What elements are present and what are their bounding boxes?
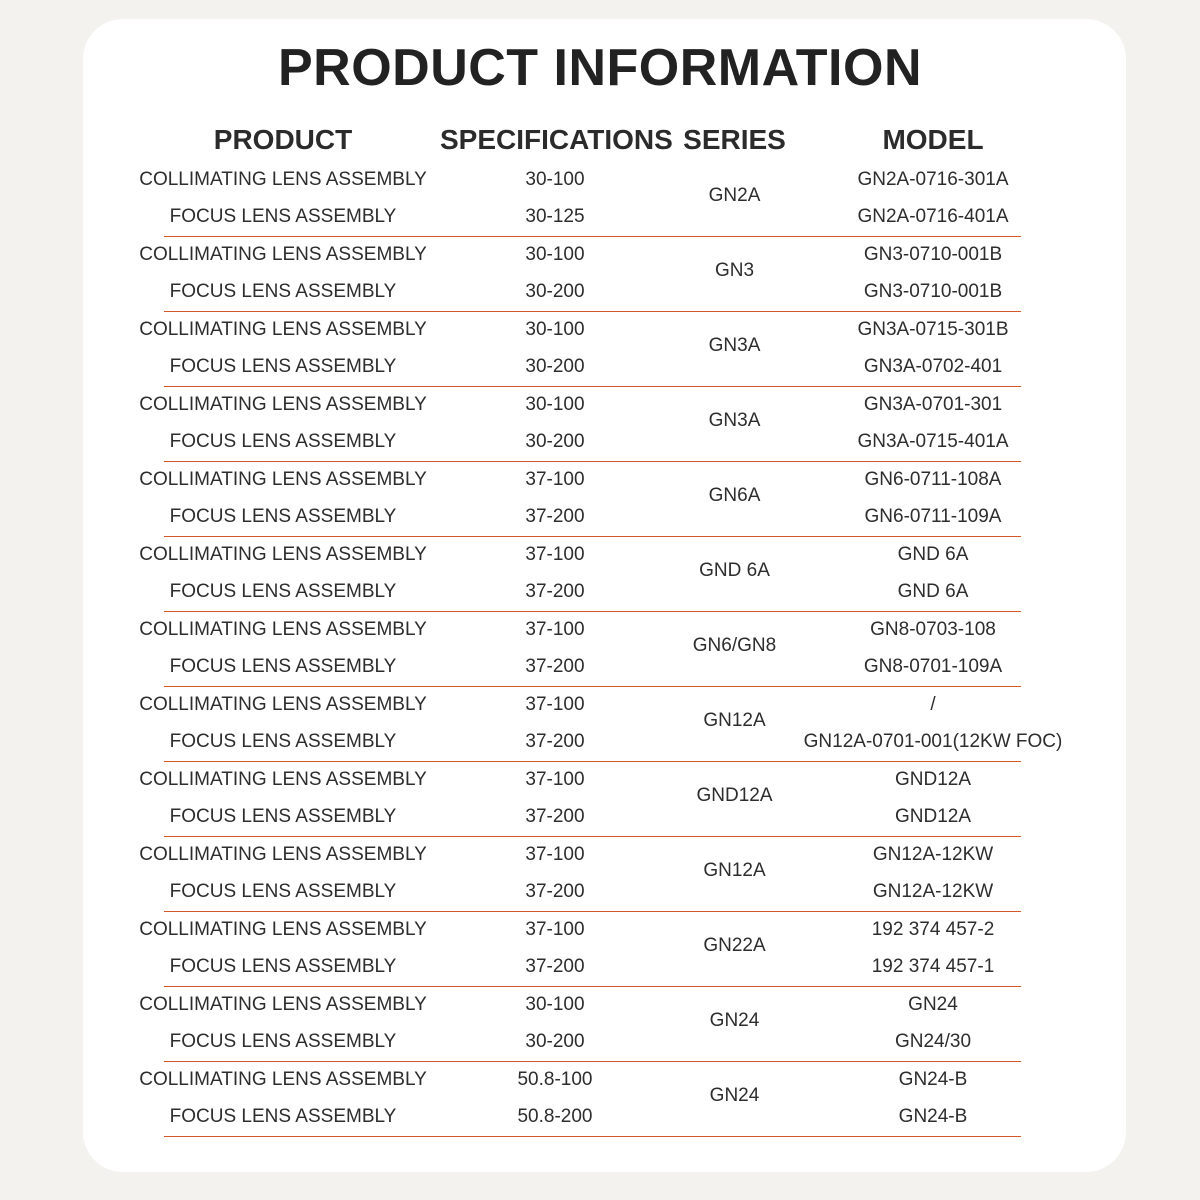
series-group	[0, 762, 1200, 837]
spec-cell: 37-100	[525, 844, 585, 865]
series-cell: GN3A	[708, 410, 761, 431]
model-cell: GN8-0703-108	[870, 619, 996, 640]
product-cell: FOCUS LENS ASSEMBLY	[169, 956, 397, 977]
spec-cell: 37-100	[525, 694, 585, 715]
series-cell: GN2A	[708, 185, 761, 206]
model-cell: 192 374 457-1	[871, 956, 995, 977]
series-cell: GN6/GN8	[692, 635, 777, 656]
product-cell: COLLIMATING LENS ASSEMBLY	[139, 1069, 427, 1090]
spec-cell: 37-100	[525, 619, 585, 640]
series-cell: GND12A	[696, 785, 773, 806]
page-title: PRODUCT INFORMATION	[277, 39, 923, 97]
model-cell: GN3A-0715-301B	[857, 319, 1009, 340]
model-cell: GN12A-0701-001(12KW FOC)	[803, 731, 1063, 752]
series-group	[0, 312, 1200, 387]
model-cell: GN2A-0716-401A	[857, 206, 1009, 227]
product-cell: FOCUS LENS ASSEMBLY	[169, 281, 397, 302]
model-cell: GND 6A	[897, 581, 969, 602]
model-cell: GN8-0701-109A	[863, 656, 1003, 677]
spec-cell: 37-200	[525, 506, 585, 527]
spec-cell: 37-200	[525, 581, 585, 602]
product-cell: COLLIMATING LENS ASSEMBLY	[139, 394, 427, 415]
spec-cell: 30-100	[525, 169, 585, 190]
model-cell: GN6-0711-109A	[864, 506, 1002, 527]
spec-cell: 30-125	[525, 206, 585, 227]
spec-cell: 30-100	[525, 994, 585, 1015]
product-cell: COLLIMATING LENS ASSEMBLY	[139, 994, 427, 1015]
spec-cell: 37-200	[525, 731, 585, 752]
series-cell: GN3	[714, 260, 755, 281]
series-group	[0, 837, 1200, 912]
spec-cell: 30-200	[525, 281, 585, 302]
product-cell: FOCUS LENS ASSEMBLY	[169, 506, 397, 527]
product-cell: COLLIMATING LENS ASSEMBLY	[139, 544, 427, 565]
spec-cell: 37-100	[525, 544, 585, 565]
series-group	[0, 162, 1200, 237]
series-cell: GN12A	[703, 710, 766, 731]
spec-cell: 37-100	[525, 919, 585, 940]
table-header	[0, 120, 1200, 160]
product-cell: COLLIMATING LENS ASSEMBLY	[139, 169, 427, 190]
model-cell: GN24/30	[894, 1031, 972, 1052]
model-cell: GN12A-12KW	[872, 844, 994, 865]
spec-cell: 30-200	[525, 1031, 585, 1052]
spec-cell: 37-100	[525, 769, 585, 790]
model-cell: GN3-0710-001B	[863, 281, 1003, 302]
product-cell: COLLIMATING LENS ASSEMBLY	[139, 694, 427, 715]
spec-cell: 30-200	[525, 431, 585, 452]
product-cell: FOCUS LENS ASSEMBLY	[169, 1106, 397, 1127]
series-cell: GN6A	[708, 485, 761, 506]
series-cell: GN12A	[703, 860, 766, 881]
header-model: MODEL	[882, 124, 984, 155]
spec-cell: 37-200	[525, 806, 585, 827]
series-group	[0, 462, 1200, 537]
model-cell: GN24-B	[898, 1106, 968, 1127]
model-cell: GN3A-0701-301	[863, 394, 1003, 415]
product-cell: FOCUS LENS ASSEMBLY	[169, 731, 397, 752]
model-cell: GND12A	[894, 806, 972, 827]
model-cell: /	[930, 694, 936, 715]
model-cell: 192 374 457-2	[871, 919, 995, 940]
series-cell: GN3A	[708, 335, 761, 356]
model-cell: GN24-B	[898, 1069, 968, 1090]
spec-cell: 30-100	[525, 319, 585, 340]
series-cell: GN24	[709, 1085, 760, 1106]
series-group	[0, 987, 1200, 1062]
series-group	[0, 1062, 1200, 1137]
spec-cell: 37-200	[525, 656, 585, 677]
product-cell: COLLIMATING LENS ASSEMBLY	[139, 844, 427, 865]
product-cell: COLLIMATING LENS ASSEMBLY	[139, 619, 427, 640]
model-cell: GN3-0710-001B	[863, 244, 1003, 265]
series-group	[0, 237, 1200, 312]
series-group	[0, 687, 1200, 762]
product-cell: FOCUS LENS ASSEMBLY	[169, 206, 397, 227]
product-cell: COLLIMATING LENS ASSEMBLY	[139, 769, 427, 790]
series-group	[0, 537, 1200, 612]
product-cell: FOCUS LENS ASSEMBLY	[169, 356, 397, 377]
spec-cell: 50.8-200	[517, 1106, 593, 1127]
header-series: SERIES	[683, 124, 786, 155]
spec-cell: 30-100	[525, 244, 585, 265]
model-cell: GN6-0711-108A	[864, 469, 1002, 490]
product-cell: FOCUS LENS ASSEMBLY	[169, 431, 397, 452]
product-cell: FOCUS LENS ASSEMBLY	[169, 1031, 397, 1052]
product-cell: FOCUS LENS ASSEMBLY	[169, 881, 397, 902]
product-table	[0, 162, 1200, 1137]
spec-cell: 50.8-100	[517, 1069, 593, 1090]
series-cell: GN22A	[703, 935, 766, 956]
model-cell: GN24	[908, 994, 958, 1015]
series-group	[0, 387, 1200, 462]
series-cell: GN24	[709, 1010, 760, 1031]
product-cell: COLLIMATING LENS ASSEMBLY	[139, 319, 427, 340]
series-group	[0, 912, 1200, 987]
product-cell: COLLIMATING LENS ASSEMBLY	[139, 244, 427, 265]
model-cell: GN2A-0716-301A	[857, 169, 1009, 190]
spec-cell: 37-100	[525, 469, 585, 490]
model-cell: GN3A-0715-401A	[857, 431, 1009, 452]
header-product: PRODUCT	[213, 124, 353, 155]
model-cell: GND12A	[894, 769, 972, 790]
product-cell: FOCUS LENS ASSEMBLY	[169, 656, 397, 677]
series-group	[0, 612, 1200, 687]
spec-cell: 37-200	[525, 881, 585, 902]
model-cell: GN3A-0702-401	[863, 356, 1003, 377]
model-cell: GN12A-12KW	[872, 881, 994, 902]
product-cell: FOCUS LENS ASSEMBLY	[169, 581, 397, 602]
series-cell: GND 6A	[699, 560, 770, 581]
spec-cell: 30-200	[525, 356, 585, 377]
product-cell: COLLIMATING LENS ASSEMBLY	[139, 469, 427, 490]
spec-cell: 37-200	[525, 956, 585, 977]
product-cell: FOCUS LENS ASSEMBLY	[169, 806, 397, 827]
header-specifications: SPECIFICATIONS	[440, 124, 673, 155]
model-cell: GND 6A	[897, 544, 969, 565]
spec-cell: 30-100	[525, 394, 585, 415]
product-cell: COLLIMATING LENS ASSEMBLY	[139, 919, 427, 940]
